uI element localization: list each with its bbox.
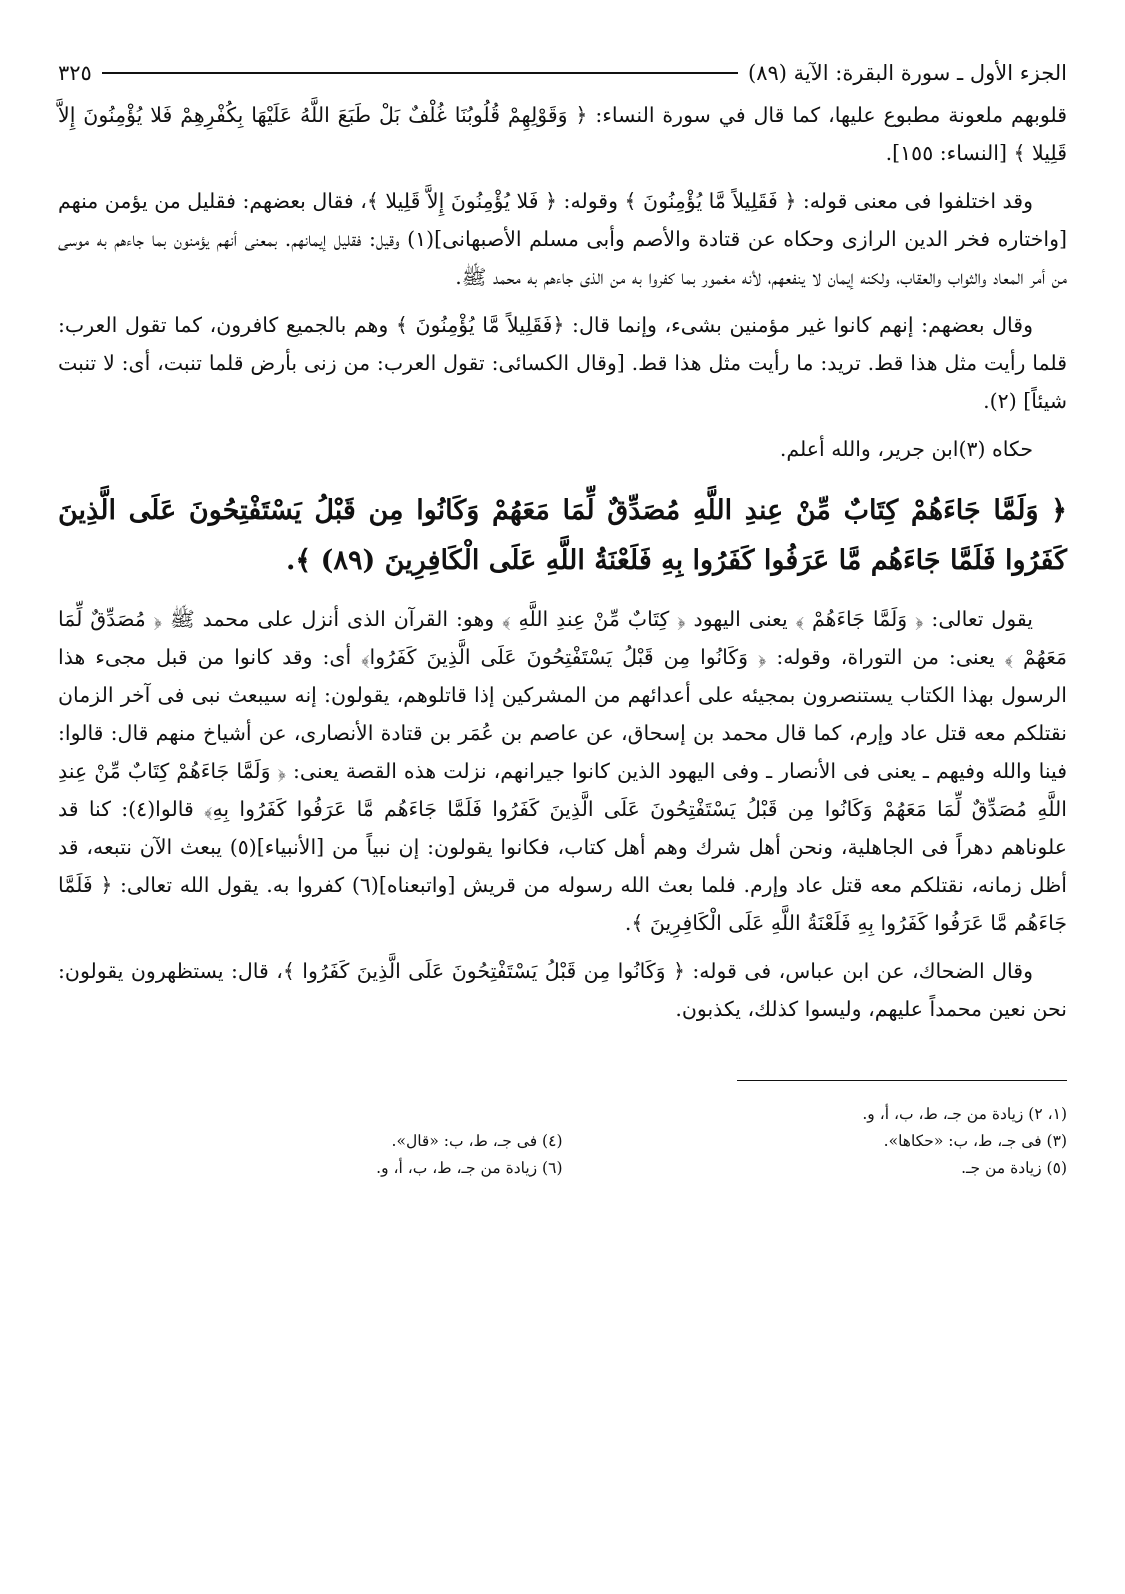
footnote-row bbox=[58, 1155, 1067, 1182]
footnote: (٤) فى جـ، ط، ب: «قال». bbox=[391, 1132, 563, 1150]
paragraph: وقد اختلفوا فى معنى قوله: ﴿ فَقَلِيلاً مَّا يُؤْمِنُونَ ﴾ وقوله: ﴿ فَلا يُؤْمِنُونَ إِلاَّ قَلِيلا ﴾، فقال بعضهم: فقليل من يؤمن منهم [واختاره فخر الدين الرازى وحكاه عن قتادة والأصم وأبى مسلم الأصبهانى](١) وقيل: فقليل إيمانهم. بمعنى أنهم يؤمنون بما جاءهم به موسى من أمر المعاد والثواب والعقاب، ولكنه إيمان لا ينفعهم، لأنه مغمور بما كفروا به من الذى جاءهم به محمد ﷺ. bbox=[58, 189, 1067, 289]
paragraph: قلوبهم ملعونة مطبوع عليها، كما قال في سورة النساء: ﴿ وَقَوْلِهِمْ قُلُوبُنَا غُلْفٌ بَلْ طَبَعَ اللَّهُ عَلَيْهَا بِكُفْرِهِمْ فَلا يُؤْمِنُونَ إِلاَّ قَلِيلا ﴾ [النساء: ١٥٥]. bbox=[58, 103, 1067, 165]
footnote: (٥) زيادة من جـ. bbox=[961, 1159, 1067, 1177]
footnote: (١، ٢) زيادة من جـ، ط، ب، أ، و. bbox=[862, 1105, 1067, 1123]
page-header bbox=[58, 56, 1067, 90]
spacer bbox=[58, 942, 1067, 952]
commentary-paragraph: يقول تعالى: ﴿ وَلَمَّا جَاءَهُمْ ﴾ يعنى اليهود ﴿ كِتَابٌ مِّنْ عِندِ اللَّهِ ﴾ وهو: القرآن الذى أنزل على محمد ﷺ ﴿ مُصَدِّقٌ لِّمَا مَعَهُمْ ﴾ يعنى: من التوراة، وقوله: ﴿ وَكَانُوا مِن قَبْلُ يَسْتَفْتِحُونَ عَلَى الَّذِينَ كَفَرُوا﴾ أى: وقد كانوا من قبل مجىء هذا الرسول بهذا الكتاب يستنصرون بمجيئه على أعدائهم من المشركين إذا قاتلوهم، يقولون: إنه سيبعث نبى فى آخر الزمان نقتلكم معه قتل عاد وإرم، كما قال محمد بن إسحاق، عن عاصم بن عُمَر بن قتادة الأنصارى، عن أشياخ منهم قال: قالوا: فينا والله وفيهم ـ يعنى فى الأنصار ـ وفى اليهود الذين كانوا جيرانهم، نزلت هذه القصة يعنى: ﴿ وَلَمَّا جَاءَهُمْ كِتَابٌ مِّنْ عِندِ اللَّهِ مُصَدِّقٌ لِّمَا مَعَهُمْ وَكَانُوا مِن قَبْلُ يَسْتَفْتِحُونَ عَلَى الَّذِينَ كَفَرُوا فَلَمَّا جَاءَهُم مَّا عَرَفُوا كَفَرُوا بِهِ﴾ قالوا(٤): كنا قد علوناهم دهراً فى الجاهلية، ونحن أهل شرك وهم أهل كتاب، فكانوا يقولون: إن نبياً من [الأنبياء](٥) يبعث الآن نتبعه، قد أظل زمانه، نقتلكم معه قتل عاد وإرم. فلما بعث الله رسوله من قريش [واتبعناه](٦) كفروا به. يقول الله تعالى: ﴿ فَلَمَّا جَاءَهُم مَّا عَرَفُوا كَفَرُوا بِهِ فَلَعْنَةُ اللَّهِ عَلَى الْكَافِرِينَ ﴾. bbox=[58, 607, 1068, 935]
page-number: ٣٢٥ bbox=[58, 61, 92, 85]
footnote: (٦) زيادة من جـ، ط، ب، أ، و. bbox=[376, 1159, 563, 1177]
quran-verse: ﴿ وَلَمَّا جَاءَهُمْ كِتَابٌ مِّنْ عِندِ اللَّهِ مُصَدِّقٌ لِّمَا مَعَهُمْ وَكَانُوا مِن قَبْلُ يَسْتَفْتِحُونَ عَلَى الَّذِينَ كَفَرُوا فَلَمَّا جَاءَهُم مَّا عَرَفُوا كَفَرُوا بِهِ فَلَعْنَةُ اللَّهِ عَلَى الْكَافِرِينَ (٨٩) ﴾. bbox=[58, 495, 1067, 576]
spacer bbox=[58, 296, 1067, 306]
paragraph: حكاه (٣)ابن جرير، والله أعلم. bbox=[779, 437, 1033, 461]
spacer bbox=[58, 420, 1067, 430]
running-title: الجزء الأول ـ سورة البقرة: الآية (٨٩) bbox=[748, 61, 1067, 85]
footnote-rule bbox=[737, 1080, 1067, 1081]
footnote: (٣) فى جـ، ط، ب: «حكاها». bbox=[883, 1132, 1067, 1150]
footnote-row bbox=[58, 1101, 1067, 1128]
commentary-paragraph: وقال الضحاك، عن ابن عباس، فى قوله: ﴿ وَكَانُوا مِن قَبْلُ يَسْتَفْتِحُونَ عَلَى الَّذِينَ كَفَرُوا ﴾، قال: يستظهرون يقولون: نحن نعين محمداً عليهم، وليسوا كذلك، يكذبون. bbox=[58, 959, 1067, 1021]
footnotes bbox=[58, 1101, 1067, 1182]
spacer bbox=[58, 172, 1067, 182]
header-rule bbox=[102, 72, 738, 74]
footnote-row bbox=[58, 1128, 1067, 1155]
paragraph: وقال بعضهم: إنهم كانوا غير مؤمنين بشىء، وإنما قال: ﴿فَقَلِيلاً مَّا يُؤْمِنُونَ ﴾ وهم بالجميع كافرون، كما تقول العرب: قلما رأيت مثل هذا قط. تريد: ما رأيت مثل هذا قط. [وقال الكسائى: تقول العرب: من زنى بأرض قلما تنبت، أى: لا تنبت شيئاً] (٢). bbox=[58, 313, 1067, 413]
